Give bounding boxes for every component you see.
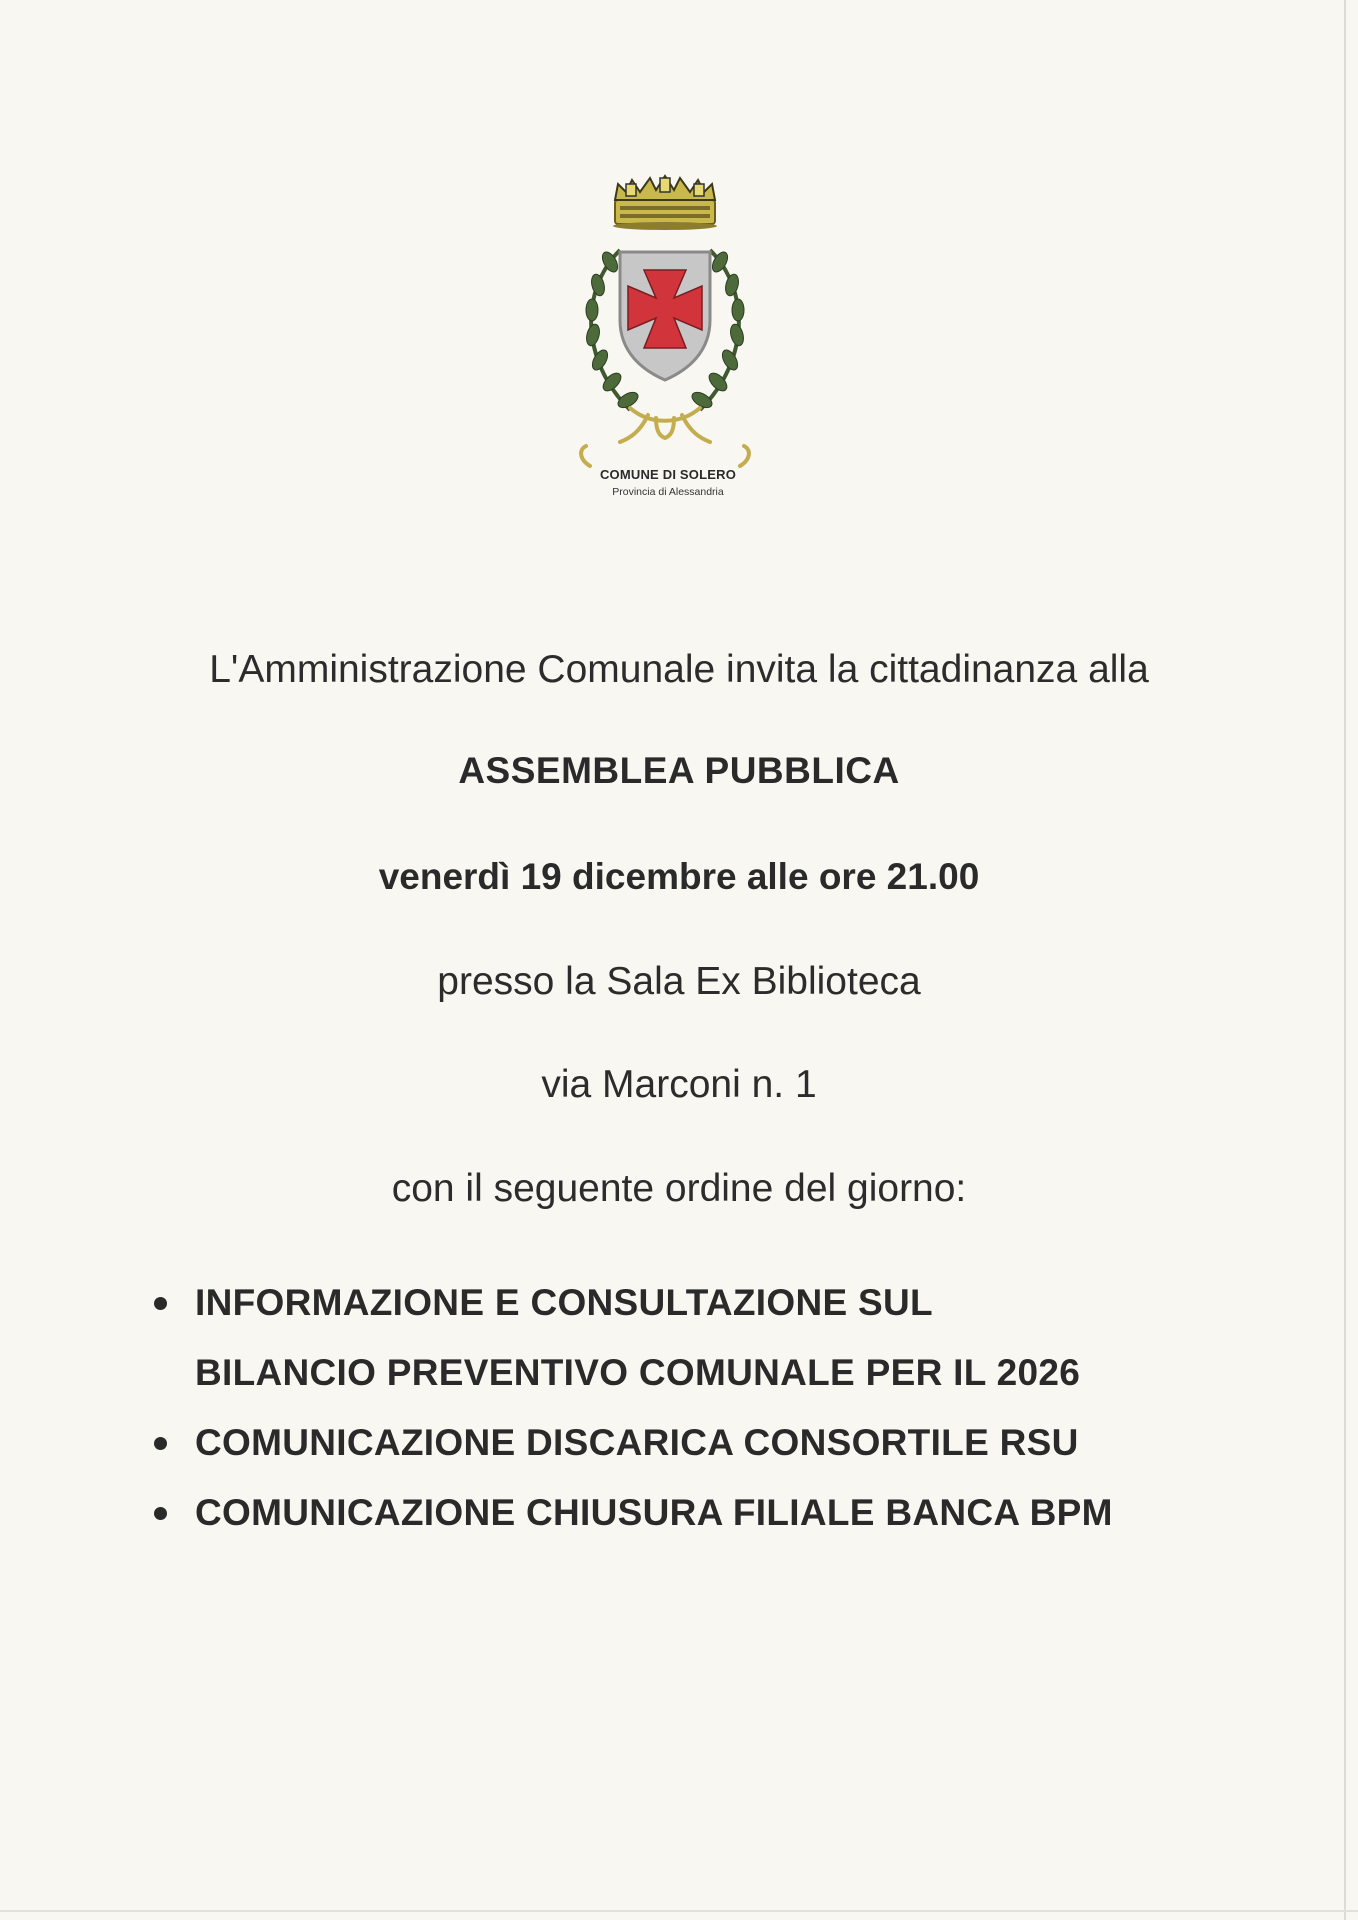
shield-icon [620,252,710,380]
agenda-item [150,1268,1250,1408]
scan-edge-bottom [0,1910,1358,1912]
municipal-crest-icon [560,170,770,510]
agenda-item-line: INFORMAZIONE E CONSULTAZIONE SUL [195,1282,933,1323]
bullet-icon [154,1507,167,1520]
bullet-icon [154,1297,167,1310]
crown-icon [613,176,717,230]
assembly-date: venerdì 19 dicembre alle ore 21.00 [378,856,980,897]
crest-caption-province: Provincia di Alessandria [612,486,724,498]
bullet-icon [154,1437,167,1450]
agenda-list [150,1268,1250,1548]
agenda-item [150,1408,1250,1478]
agenda-item-line: COMUNICAZIONE CHIUSURA FILIALE BANCA BPM [195,1492,1113,1533]
assembly-title: ASSEMBLEA PUBBLICA [458,750,900,791]
agenda-item [150,1478,1250,1548]
ribbon-icon [581,408,749,466]
agenda-intro: con il seguente ordine del giorno: [391,1167,967,1210]
crest-caption-municipality: COMUNE DI SOLERO [599,467,737,482]
assembly-venue: presso la Sala Ex Biblioteca [437,960,921,1003]
invitation-intro: L'Amministrazione Comunale invita la cittadinanza alla [209,648,1149,691]
assembly-address: via Marconi n. 1 [541,1063,817,1106]
agenda-item-line: COMUNICAZIONE DISCARICA CONSORTILE RSU [195,1422,1079,1463]
agenda-item-line: BILANCIO PREVENTIVO COMUNALE PER IL 2026 [195,1352,1081,1393]
